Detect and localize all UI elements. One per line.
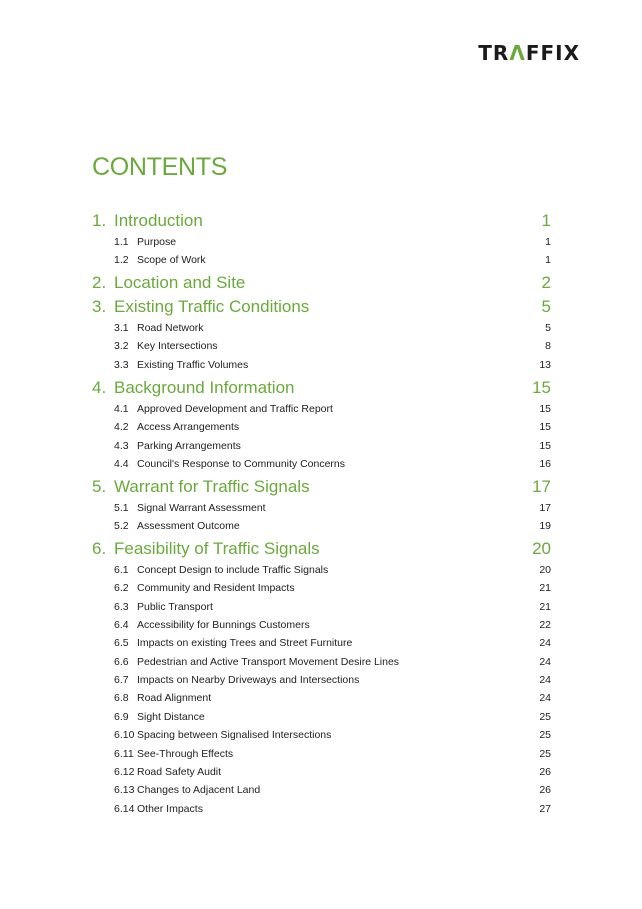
toc-subsection-number: 1.2: [114, 254, 129, 267]
toc-subsection-title: Existing Traffic Volumes: [137, 358, 249, 371]
toc-subsection-page: 24: [539, 674, 551, 687]
toc-subsection-title: Signal Warrant Assessment: [137, 502, 266, 514]
toc-subsection[interactable]: [92, 458, 551, 472]
toc-subsection-page: 15: [539, 403, 551, 415]
toc-subsection-page: 8: [545, 340, 551, 353]
toc-subsection-number: 6.5: [114, 637, 129, 650]
toc-subsection-title: Public Transport: [137, 600, 213, 613]
toc-section-title: Location and Site: [114, 273, 246, 292]
toc-subsection-title: Changes to Adjacent Land: [137, 784, 261, 797]
toc-subsection-title: Assessment Outcome: [137, 520, 240, 533]
toc-subsection-number: 5.1: [114, 502, 129, 514]
toc-subsection-number: 6.14: [114, 802, 135, 815]
toc-section-number: 6.: [92, 539, 107, 558]
toc-subsection-title: Road Safety Audit: [137, 765, 222, 778]
toc-subsection-title: Road Alignment: [137, 692, 212, 705]
toc-subsection-page: 26: [539, 765, 551, 778]
toc-subsection-page: 24: [539, 692, 551, 705]
toc-subsection[interactable]: [92, 236, 551, 250]
toc-subsection-page: 25: [539, 729, 551, 742]
toc-subsection-page: 24: [539, 655, 551, 668]
toc-subsection-title: Impacts on Nearby Driveways and Intersections: [137, 674, 360, 687]
toc-subsection-title: Other Impacts: [137, 802, 203, 815]
toc-subsection[interactable]: [92, 520, 551, 534]
toc-section[interactable]: [92, 477, 551, 499]
toc-section-title: Existing Traffic Conditions: [114, 297, 310, 316]
toc-subsection-page: 15: [539, 421, 551, 434]
toc-subsection[interactable]: [92, 254, 551, 268]
toc-subsection[interactable]: [92, 674, 551, 688]
toc-subsection[interactable]: [92, 766, 551, 780]
toc-subsection-title: Road Network: [137, 322, 204, 334]
toc-subsection-number: 6.4: [114, 619, 129, 632]
toc-subsection-title: Purpose: [137, 236, 177, 248]
toc-subsection-page: 20: [539, 564, 551, 576]
toc-subsection-number: 4.2: [114, 421, 129, 434]
toc-subsection-number: 4.4: [114, 458, 129, 471]
toc-section-title: Background Information: [114, 378, 295, 397]
toc-subsection-title: Accessibility for Bunnings Customers: [137, 619, 310, 632]
toc-subsection-title: Council's Response to Community Concerns: [137, 458, 346, 471]
toc-section-page: 2: [541, 273, 551, 292]
toc-subsection[interactable]: [92, 440, 551, 454]
toc-subsection-number: 5.2: [114, 520, 129, 533]
toc-section-title: Feasibility of Traffic Signals: [114, 539, 320, 558]
toc-section[interactable]: [92, 539, 551, 561]
toc-subsection-title: Parking Arrangements: [137, 439, 241, 452]
toc-subsection-page: 13: [539, 358, 551, 371]
toc-subsection-number: 6.1: [114, 564, 129, 576]
toc-subsection-page: 16: [539, 458, 551, 471]
toc-subsection[interactable]: [92, 421, 551, 435]
toc-subsection-title: Spacing between Signalised Intersections: [137, 729, 332, 742]
toc-section-number: 2.: [92, 273, 107, 292]
toc-subsection-page: 25: [539, 710, 551, 723]
toc-subsection-number: 6.13: [114, 784, 135, 797]
toc-section-number: 3.: [92, 297, 107, 316]
toc-subsection[interactable]: [92, 601, 551, 615]
toc-subsection-title: Scope of Work: [137, 254, 206, 267]
toc-section-page: 20: [532, 539, 551, 558]
contents-heading: CONTENTS: [92, 153, 228, 181]
toc-subsection[interactable]: [92, 656, 551, 670]
toc-subsection-title: Approved Development and Traffic Report: [137, 403, 333, 415]
toc-section-page: 5: [541, 297, 551, 316]
toc-section-title: Introduction: [114, 211, 203, 230]
toc-subsection-number: 3.3: [114, 358, 129, 371]
toc-subsection-page: 24: [539, 637, 551, 650]
toc-section-number: 4.: [92, 378, 107, 397]
toc-subsection[interactable]: [92, 322, 551, 336]
toc-subsection-number: 1.1: [114, 236, 129, 248]
toc-subsection[interactable]: [92, 403, 551, 417]
toc-subsection-number: 6.12: [114, 765, 135, 778]
toc-subsection-number: 6.6: [114, 655, 129, 668]
toc-subsection[interactable]: [92, 582, 551, 596]
toc-subsection[interactable]: [92, 359, 551, 373]
toc-subsection-number: 4.3: [114, 439, 129, 452]
toc-subsection[interactable]: [92, 729, 551, 743]
toc-section-page: 17: [532, 477, 551, 496]
logo-accent: Λ: [509, 41, 526, 65]
toc-subsection-page: 5: [545, 322, 551, 334]
toc-subsection-title: Access Arrangements: [137, 421, 240, 434]
toc-subsection-page: 27: [539, 802, 551, 815]
toc-subsection-title: Impacts on existing Trees and Street Furniture: [137, 637, 353, 650]
toc-subsection-number: 6.3: [114, 600, 129, 613]
toc-section[interactable]: [92, 378, 551, 400]
toc-subsection-number: 6.7: [114, 674, 129, 687]
toc-subsection-title: Key Intersections: [137, 340, 218, 353]
toc-subsection[interactable]: [92, 564, 551, 578]
toc-subsection-page: 26: [539, 784, 551, 797]
toc-subsection-title: Community and Resident Impacts: [137, 582, 295, 595]
logo-text-end: FFIX: [525, 41, 580, 65]
toc-subsection-number: 4.1: [114, 403, 129, 415]
toc-subsection-number: 6.9: [114, 710, 129, 723]
toc-subsection-page: 15: [539, 439, 551, 452]
toc-subsection-page: 1: [545, 254, 551, 267]
toc-subsection-page: 21: [539, 582, 551, 595]
toc-subsection[interactable]: [92, 748, 551, 762]
toc-subsection-title: Sight Distance: [137, 710, 205, 723]
toc-subsection[interactable]: [92, 692, 551, 706]
toc-subsection-number: 6.2: [114, 582, 129, 595]
toc-subsection-page: 17: [539, 502, 551, 514]
toc-subsection[interactable]: [92, 502, 551, 516]
toc-subsection-page: 21: [539, 600, 551, 613]
toc-subsection[interactable]: [92, 784, 551, 798]
toc-subsection-page: 19: [539, 520, 551, 533]
toc-subsection-number: 6.11: [114, 747, 134, 760]
toc-section-page: 15: [532, 378, 551, 397]
toc-section[interactable]: [92, 297, 551, 319]
traffix-logo: [478, 43, 580, 63]
toc-subsection-title: Pedestrian and Active Transport Movement Desire Lines: [137, 655, 400, 668]
toc-section-number: 5.: [92, 477, 107, 496]
toc-section-page: 1: [541, 211, 551, 230]
toc-section-number: 1.: [92, 211, 107, 230]
toc-section[interactable]: [92, 211, 551, 233]
toc-subsection-number: 3.2: [114, 340, 129, 353]
toc-subsection[interactable]: [92, 619, 551, 633]
toc-subsection[interactable]: [92, 711, 551, 725]
toc-subsection-number: 6.10: [114, 729, 135, 742]
toc-subsection[interactable]: [92, 637, 551, 651]
logo-text-start: TR: [478, 41, 510, 65]
toc-subsection-number: 3.1: [114, 322, 129, 334]
toc-subsection-page: 1: [545, 236, 551, 248]
toc-subsection-page: 22: [539, 619, 551, 632]
toc-subsection[interactable]: [92, 803, 551, 817]
toc-subsection[interactable]: [92, 340, 551, 354]
toc-subsection-number: 6.8: [114, 692, 129, 705]
toc-section-title: Warrant for Traffic Signals: [114, 477, 310, 496]
toc-subsection-page: 25: [539, 747, 551, 760]
toc-subsection-title: See-Through Effects: [137, 747, 234, 760]
toc-section[interactable]: [92, 273, 551, 295]
toc-subsection-title: Concept Design to include Traffic Signals: [137, 564, 329, 576]
